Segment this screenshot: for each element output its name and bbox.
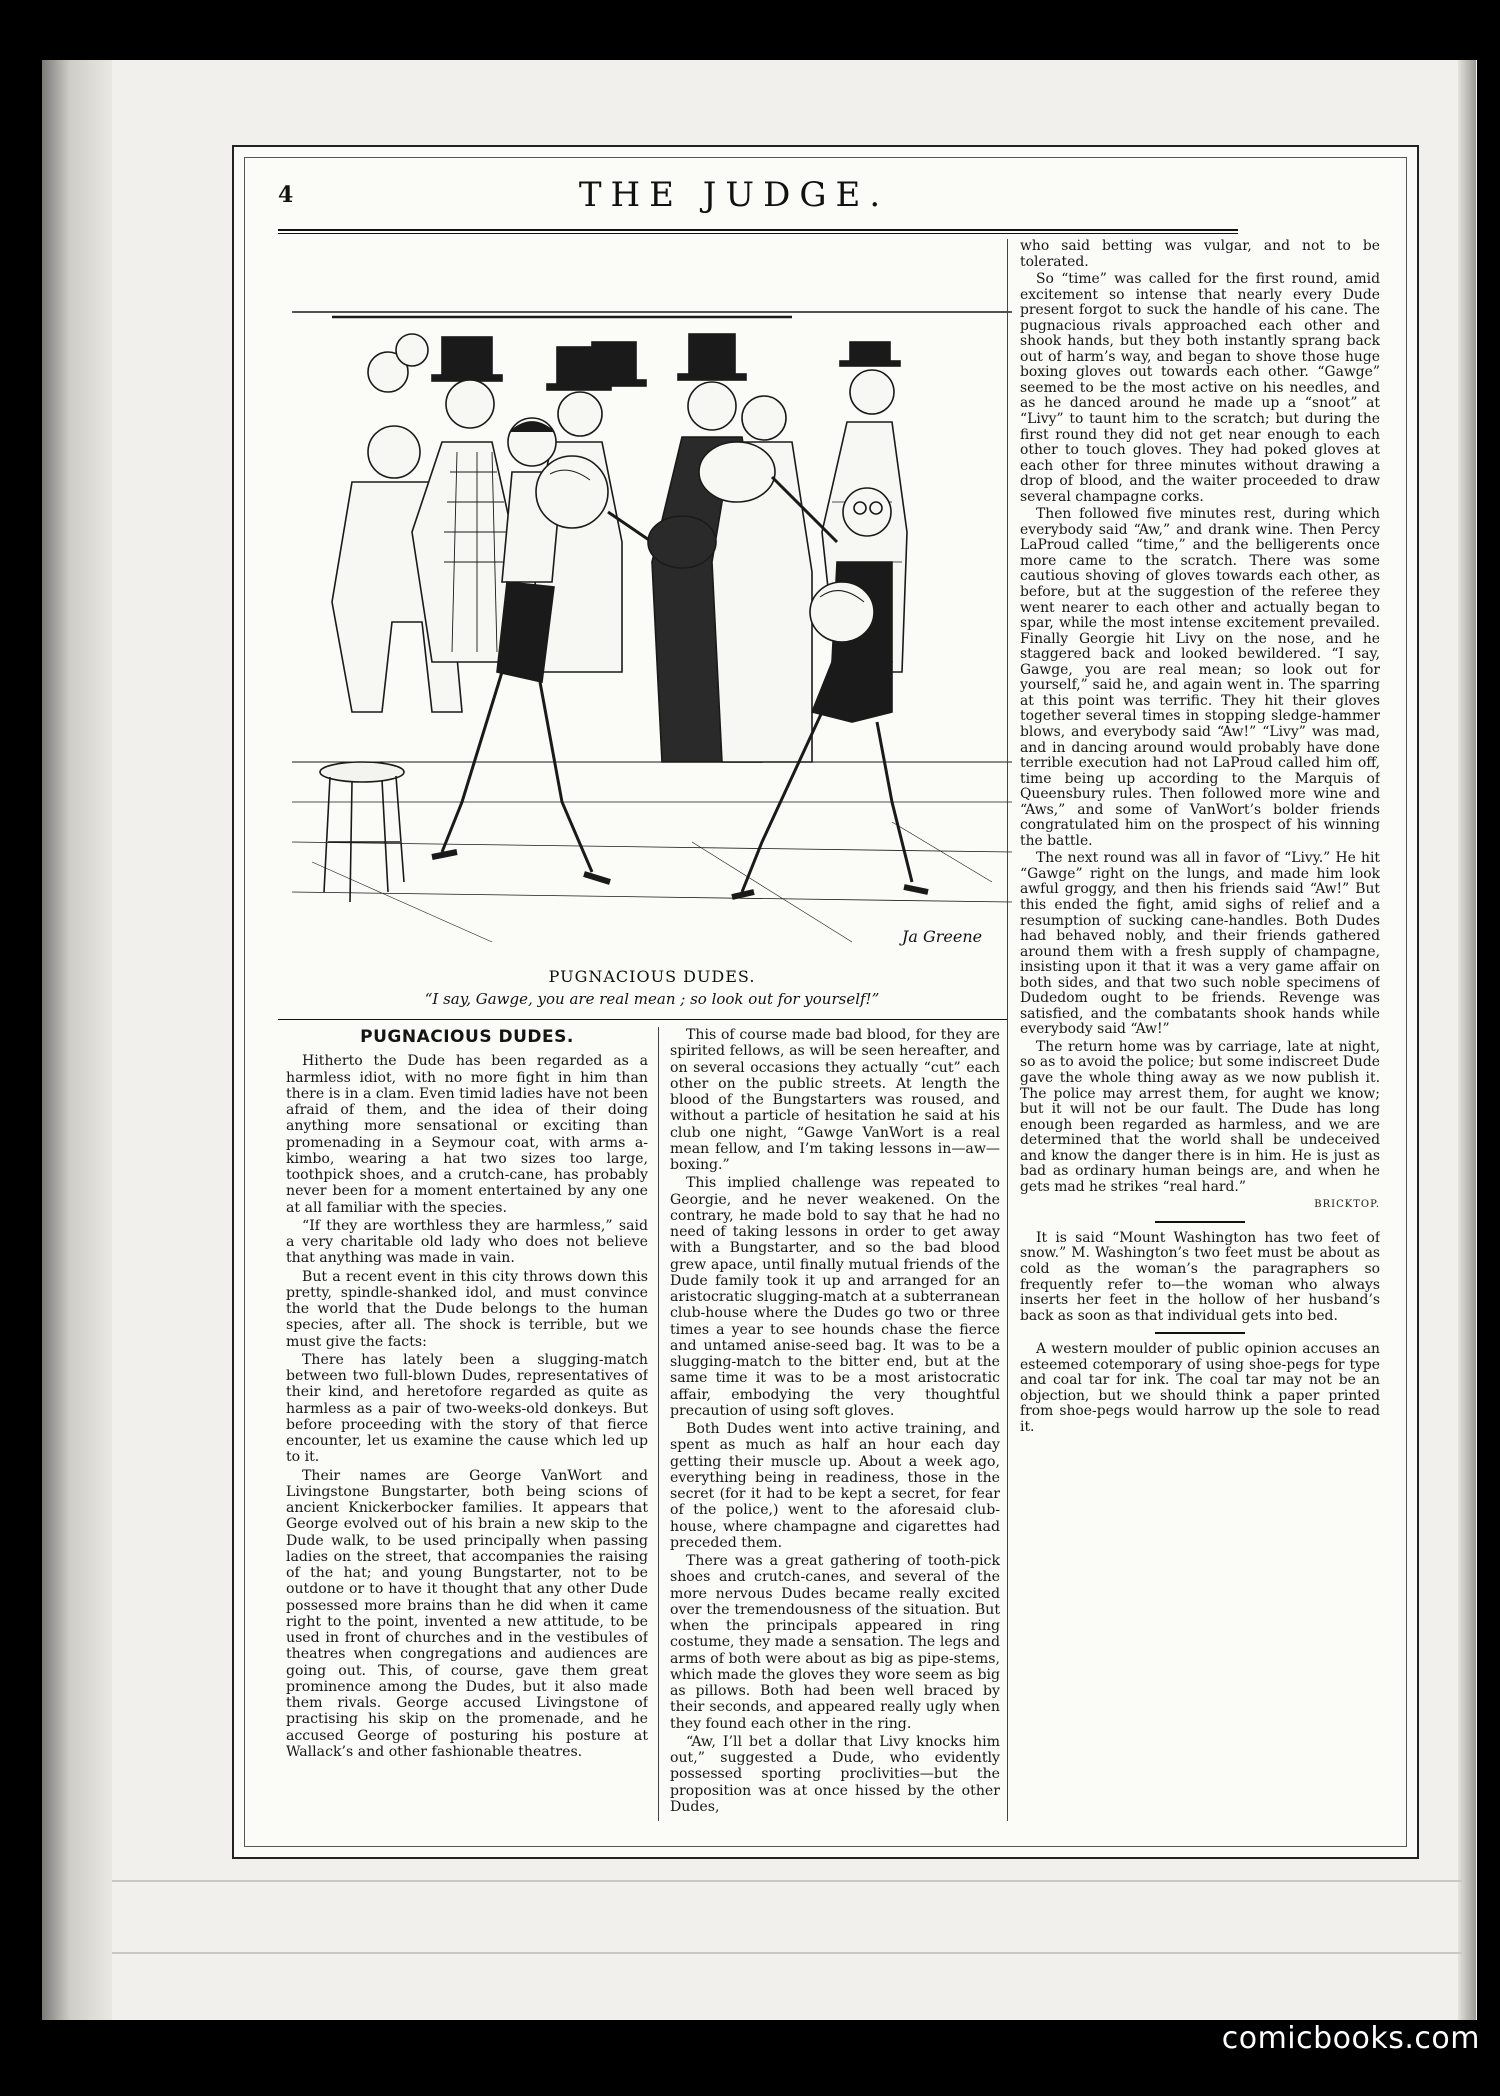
snow-paragraph: It is said “Mount Washington has two feet of snow.” M. Washington’s two feet must be about as cold as the woman’s the paragraphers so frequently refer to—the woman who always inserts her feet in the hollow of her husband’s back as soon as that individual gets into bed. xyxy=(1020,1229,1380,1324)
article-column-3 xyxy=(1020,239,1380,1827)
article-paragraph: Then followed five minutes rest, during which everybody said “Aw,” and drank wine. Then Percy LaProud called “time,” and the belligerents once more came to the scratch. There was some cautious shoving of gloves towards each other, as before, but at the suggestion of the referee they went nearer to each other and actually began to spar, while the most intense excitement prevailed. Finally Georgie hit Livy on the nose, and he staggered back and looked bewildered. “I say, Gawge, you are real mean; so look out for yourself,” said he, and again went in. The sparring at this point was terrific. They hit their gloves together several times in stopping sledge-hammer blows, and everybody said “Aw!” “Livy” was mad, and in dancing around would probably have done terrible execution had not LaProud called him off, time being up according to the Marquis of Queensbury rules. Then followed more wine and “Aws,” and some of VanWort’s bolder friends congratulated him on the prospect of his winning the battle. xyxy=(1020,506,1380,849)
binding-edge xyxy=(42,60,112,2020)
column-separator-middle xyxy=(658,1027,659,1821)
watermark: comicbooks.com xyxy=(1221,2021,1480,2056)
article-signature: BRICKTOP. xyxy=(1314,1199,1380,1211)
article-paragraph: So “time” was called for the first round, amid excitement so intense that nearly every Dude present forgot to suck the handle of his cane. The pugnacious rivals approached each other and shook hands, but they both instantly sprang back out of harm’s way, and began to shove those huge boxing gloves out towards each other. “Gawge” seemed to be the most active on his needles, and as he danced around he made up a “snoot” at “Livy” to taunt him to the scratch; but during the first round they did not get near enough to each other to touch gloves. They had poked gloves at each other for three minutes without drawing a drop of blood, and the waiter proceeded to draw several champagne corks. xyxy=(1020,271,1380,505)
article-paragraph: Both Dudes went into active training, and spent as much as half an hour each day getting their muscle up. About a week ago, everything being in readiness, those in the secret (for it had to be kept a secret, for fear of the police,) went to the aforesaid club-house, where champagne and cigarettes had preceded them. xyxy=(670,1421,1000,1551)
article-column-2 xyxy=(670,1027,1000,1827)
illustration-caption-title: PUGNACIOUS DUDES. xyxy=(548,967,756,986)
paragraph-divider xyxy=(1155,1221,1245,1223)
shoepegs-paragraph: A western moulder of public opinion accuses an esteemed cotemporary of using shoe-pegs for type and coal tar for ink. The coal tar may not be an objection, but we should think a paper printed from shoe-pegs would harrow up the sole to read it. xyxy=(1020,1341,1380,1435)
page-right-edge xyxy=(1458,60,1476,2020)
article-paragraph: The next round was all in favor of “Livy.” He hit “Gawge” right on the lungs, and made him look awful groggy, and then his friends said “Aw!” But this ended the fight, amid sighs of relief and a resumption of sucking cane-handles. Both Dudes had behaved nobly, and their friends gathered around them with a fresh supply of champagne, insisting upon it that it was a very game affair on both sides, and that two such noble specimens of Dudedom ought to be friends. Revenge was satisfied, and the combatants shook hands while everybody said “Aw!” xyxy=(1020,850,1380,1038)
page-frame xyxy=(232,145,1419,1859)
article-paragraph: This of course made bad blood, for they are spirited fellows, as will be seen hereafter, and on several occasions they actually “cut” each other on the public streets. At length the blood of the Bungstarters was roused, and without a particle of hesitation he said at his club one night, “Gawge VanWort is a real mean fellow, and I’m taking lessons in—aw—boxing.” xyxy=(670,1027,1000,1173)
masthead-rule-thin xyxy=(278,233,1238,234)
article-paragraph: Their names are George VanWort and Livingstone Bungstarter, both being scions of ancient Knickerbocker families. It appears that George evolved out of his brain a new skip to the Dude walk, to be used principally when passing ladies on the street, that accompanies the raising of the hat; and young Bungstarter, not to be outdone or to have it thought that any other Dude possessed more brains than he did when it came right to the point, invented a new attitude, to be used in front of churches and in the vestibules of theatres when congregations and audiences are going out. This, of course, gave them great prominence among the Dudes, but it also made them rivals. George accused Livingstone of practising his skip on the promenade, and he accused George of posturing his posture at Wallack’s and other fashionable theatres. xyxy=(286,1467,648,1760)
article-paragraph: There was a great gathering of tooth-pick shoes and crutch-canes, and several of the more nervous Dudes became really excited over the tremendousness of the situation. But when the principals appeared in ring costume, they made a sensation. The legs and arms of both were about as big as pipe-stems, which made the gloves they wore seem as big as pillows. Both had been well braced by their seconds, and appeared really ugly when they found each other in the ring. xyxy=(670,1553,1000,1732)
column-separator-right xyxy=(1007,239,1008,1821)
article-paragraph: This implied challenge was repeated to Georgie, and he never weakened. On the contrary, he made bold to say that he had no need of taking lessons in order to get away with a Bungstarter, and so the bad blood grew apace, until finally mutual friends of the Dude family took it up and arranged for an aristocratic slugging-match at a subterranean club-house where the Dudes go two or three times a year to see hounds chase the fierce and untamed anise-seed bag. It was to be a slugging-match to the bitter end, but at the same time it was to be a most aristocratic affair, embodying the very thoughtful precaution of using soft gloves. xyxy=(670,1175,1000,1419)
paragraph-divider xyxy=(1155,1332,1245,1334)
article-paragraph: “Aw, I’ll bet a dollar that Livy knocks him out,” suggested a Dude, who evidently possessed sporting proclivities—but the proposition was at once hissed by the other Dudes, xyxy=(670,1733,1000,1815)
illustration-caption-quote: “I say, Gawge, you are real mean ; so look out for yourself!” xyxy=(424,990,880,1008)
section-rule xyxy=(278,1019,1008,1020)
page-number: 4 xyxy=(278,182,294,208)
article-paragraph: “If they are worthless they are harmless,” said a very charitable old lady who does not believe that anything was made in vain. xyxy=(286,1217,648,1267)
masthead-rule xyxy=(278,229,1238,231)
article-paragraph: There has lately been a slugging-match between two full-blown Dudes, representatives of their kind, and heretofore regarded as quite as harmless as a pair of two-weeks-old donkeys. But before proceeding with the story of that fierce encounter, let us examine the cause which led up to it. xyxy=(286,1351,648,1466)
article-heading: PUGNACIOUS DUDES. xyxy=(360,1027,574,1047)
illustration-signature: Ja Greene xyxy=(901,927,983,946)
boxing-illustration xyxy=(292,242,1012,962)
masthead-title: THE JUDGE. xyxy=(578,175,890,215)
page-bottom-fold xyxy=(112,1880,1462,1954)
article-paragraph: Hitherto the Dude has been regarded as a harmless idiot, with no more fight in him than there is in a clam. Even timid ladies have not been afraid of them, and the idea of their doing anything more sensational or exciting than promenading in a Seymour coat, with arms a-kimbo, wearing a hat two sizes too large, toothpick shoes, and a crutch-cane, has probably never been for a moment entertained by any one at all familiar with the species. xyxy=(286,1053,648,1216)
article-paragraph: But a recent event in this city throws down this pretty, spindle-shanked idol, and must convince the world that the Dude belongs to the human species, after all. The shock is terrible, but we must give the facts: xyxy=(286,1268,648,1350)
article-column-1 xyxy=(286,1025,648,1825)
article-paragraph: The return home was by carriage, late at night, so as to avoid the police; but some indiscreet Dude gave the whole thing away as we now publish it. The police may arrest them, for aught we know; but it will not be our fault. The Dude has long enough been regarded as harmless, and we are determined that the world shall be undeceived and know the danger there is in him. He is just as bad as ordinary human beings are, and when he gets mad he strikes “real hard.” xyxy=(1020,1038,1380,1195)
article-paragraph: who said betting was vulgar, and not to be tolerated. xyxy=(1020,239,1380,270)
